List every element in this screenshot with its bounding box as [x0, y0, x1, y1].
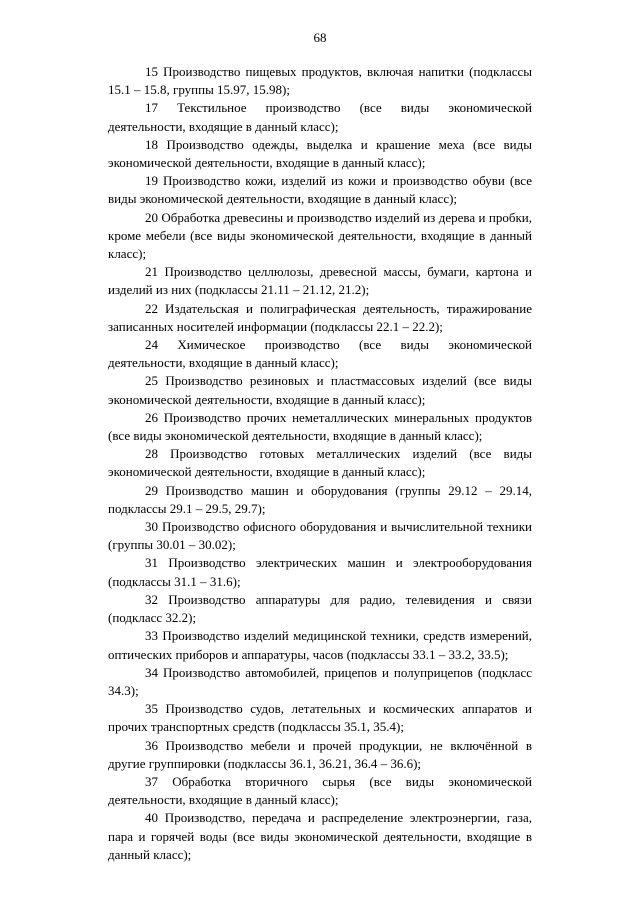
list-item-17: 17 Текстильное производство (все виды экономической деятельности, входящие в данный класс);	[108, 100, 532, 134]
list-item-24: 24 Химическое производство (все виды экономической деятельности, входящие в данный класс);	[108, 337, 532, 371]
document-body	[108, 63, 532, 864]
list-item-37: 37 Обработка вторичного сырья (все виды экономической деятельности, входящие в данный класс);	[108, 773, 532, 808]
list-item-18: 18 Производство одежды, выделка и крашение меха (все виды экономической деятельности, входящие в данный класс);	[108, 136, 532, 171]
list-item-26: 26 Производство прочих неметаллических минеральных продуктов (все виды экономической деятельности, входящие в данный класс);	[108, 409, 532, 444]
page-number: 68	[313, 30, 327, 45]
list-item-32: 32 Производство аппаратуры для радио, телевидения и связи (подкласс 32.2);	[108, 591, 532, 626]
list-item-20: 20 Обработка древесины и производство изделий из дерева и пробки, кроме мебели (все виды экономической деятельности, входящие в данный класс);	[108, 209, 532, 262]
list-item-25: 25 Производство резиновых и пластмассовых изделий (все виды экономической деятельности, входящие в данный класс);	[108, 373, 532, 407]
list-item-36: 36 Производство мебели и прочей продукции, не включённой в другие группировки (подклассы 36.1, 36.21, 36.4 – 36.6);	[108, 737, 532, 771]
list-item-40: 40 Производство, передача и распределение электроэнергии, газа, пара и горячей воды (все виды экономической деятельности, входящие в данный класс);	[108, 810, 532, 862]
list-item-15: 15 Производство пищевых продуктов, включая напитки (подклассы 15.1 – 15.8, группы 15.97, 15.98);	[108, 64, 532, 98]
list-item-22: 22 Издательская и полиграфическая деятельность, тиражирование записанных носителей информации (подклассы 22.1 – 22.2);	[108, 300, 532, 334]
list-item-21: 21 Производство целлюлозы, древесной массы, бумаги, картона и изделий из них (подклассы 21.11 – 21.12, 21.2);	[108, 264, 532, 298]
list-item-19: 19 Производство кожи, изделий из кожи и производство обуви (все виды экономической деятельности, входящие в данный класс);	[108, 173, 532, 207]
list-item-33: 33 Производство изделий медицинской техники, средств измерений, оптических приборов и аппаратуры, часов (подклассы 33.1 – 33.2, 33.5);	[108, 628, 532, 662]
list-item-34: 34 Производство автомобилей, прицепов и полуприцепов (подкласс 34.3);	[108, 664, 532, 698]
list-item-29: 29 Производство машин и оборудования (группы 29.12 – 29.14, подклассы 29.1 – 29.5, 29.7);	[108, 482, 532, 516]
list-item-28: 28 Производство готовых металлических изделий (все виды экономической деятельности, входящие в данный класс);	[108, 446, 532, 480]
list-item-30: 30 Производство офисного оборудования и вычислительной техники (группы 30.01 – 30.02);	[108, 519, 532, 553]
list-item-31: 31 Производство электрических машин и электрооборудования (подклассы 31.1 – 31.6);	[108, 555, 532, 589]
list-item-35: 35 Производство судов, летательных и космических аппаратов и прочих транспортных средств (подклассы 35.1, 35.4);	[108, 701, 532, 735]
